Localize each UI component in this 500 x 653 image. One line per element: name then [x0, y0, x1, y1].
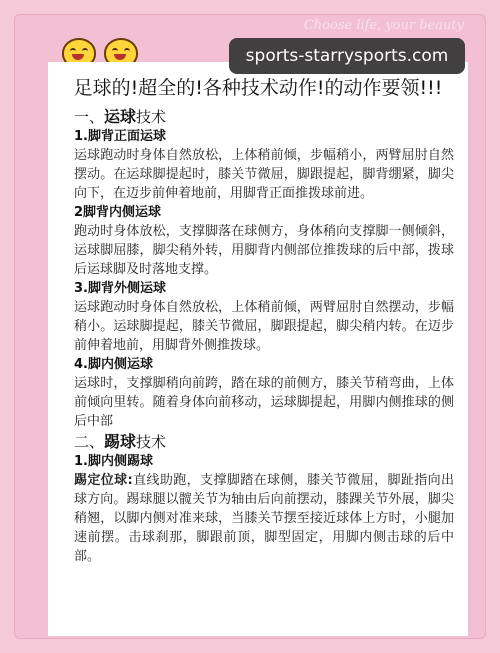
subsection-heading: 4.脚内侧运球	[74, 357, 153, 372]
section-heading	[74, 432, 454, 452]
watermark-badge: sports-starrysports.com	[229, 38, 465, 74]
subsection-heading: 2脚背内侧运球	[74, 205, 162, 220]
subsection-text: 跑动时身体放松，支撑脚落在球侧方，身体稍向支撑脚一侧倾斜，运球脚屈膝，脚尖稍外转，用脚背内侧部位推拨球的后中部，拨球后运球脚及时落地支撑。	[74, 224, 454, 277]
subsection-text: 运球时，支撑脚稍向前跨，踏在球的前侧方，膝关节稍弯曲，上体前倾向里转。随着身体向前移动，运球脚提起，用脚内侧推球的侧后中部	[74, 376, 454, 429]
section-suffix: 技术	[136, 433, 167, 451]
section-name: 运球	[104, 107, 137, 126]
subsection-heading: 1.脚内侧踢球	[74, 454, 153, 469]
subsection-text: 运球跑动时身体自然放松，上体稍前倾，两臂屈肘自然摆动，步幅稍小。运球脚提起，膝关节微屈，脚跟提起，脚尖稍内转。在迈步前伸着地前，用脚背外侧推拨球。	[74, 300, 454, 353]
section-name: 踢球	[104, 432, 137, 451]
subsection-text	[74, 471, 454, 566]
decorative-script-text: Choose life, your beauty	[303, 18, 464, 33]
section-prefix: 二、	[74, 433, 105, 451]
paragraph-lead: 踢定位球:	[74, 473, 133, 488]
content-card	[48, 62, 468, 636]
subsection-heading: 1.脚背正面运球	[74, 129, 166, 144]
subsection-heading: 3.脚背外侧运球	[74, 281, 166, 296]
section-heading	[74, 107, 454, 127]
article-body	[48, 107, 468, 566]
page-title: 足球的!超全的!各种技术动作!的动作要领!!!	[73, 77, 443, 99]
paragraph-body: 直线助跑，支撑脚踏在球侧，膝关节微屈，脚趾指向出球方向。踢球腿以髋关节为轴由后向前摆动，膝踝关节外展，脚尖稍翘，以脚内侧对准来球，当膝关节摆至接近球体上方时，小腿加速前摆。击球刹那，脚跟前顶，脚型固定，用脚内侧击球的后中部。	[74, 473, 454, 564]
section-suffix: 技术	[136, 108, 167, 126]
subsection-text: 运球跑动时身体自然放松，上体稍前倾，步幅稍小，两臂屈肘自然摆动。在运球脚提起时，膝关节微屈，脚跟提起，脚背绷紧，脚尖向下，在迈步前伸着地前，用脚背正面推拨球前进。	[74, 148, 454, 201]
section-prefix: 一、	[74, 108, 105, 126]
